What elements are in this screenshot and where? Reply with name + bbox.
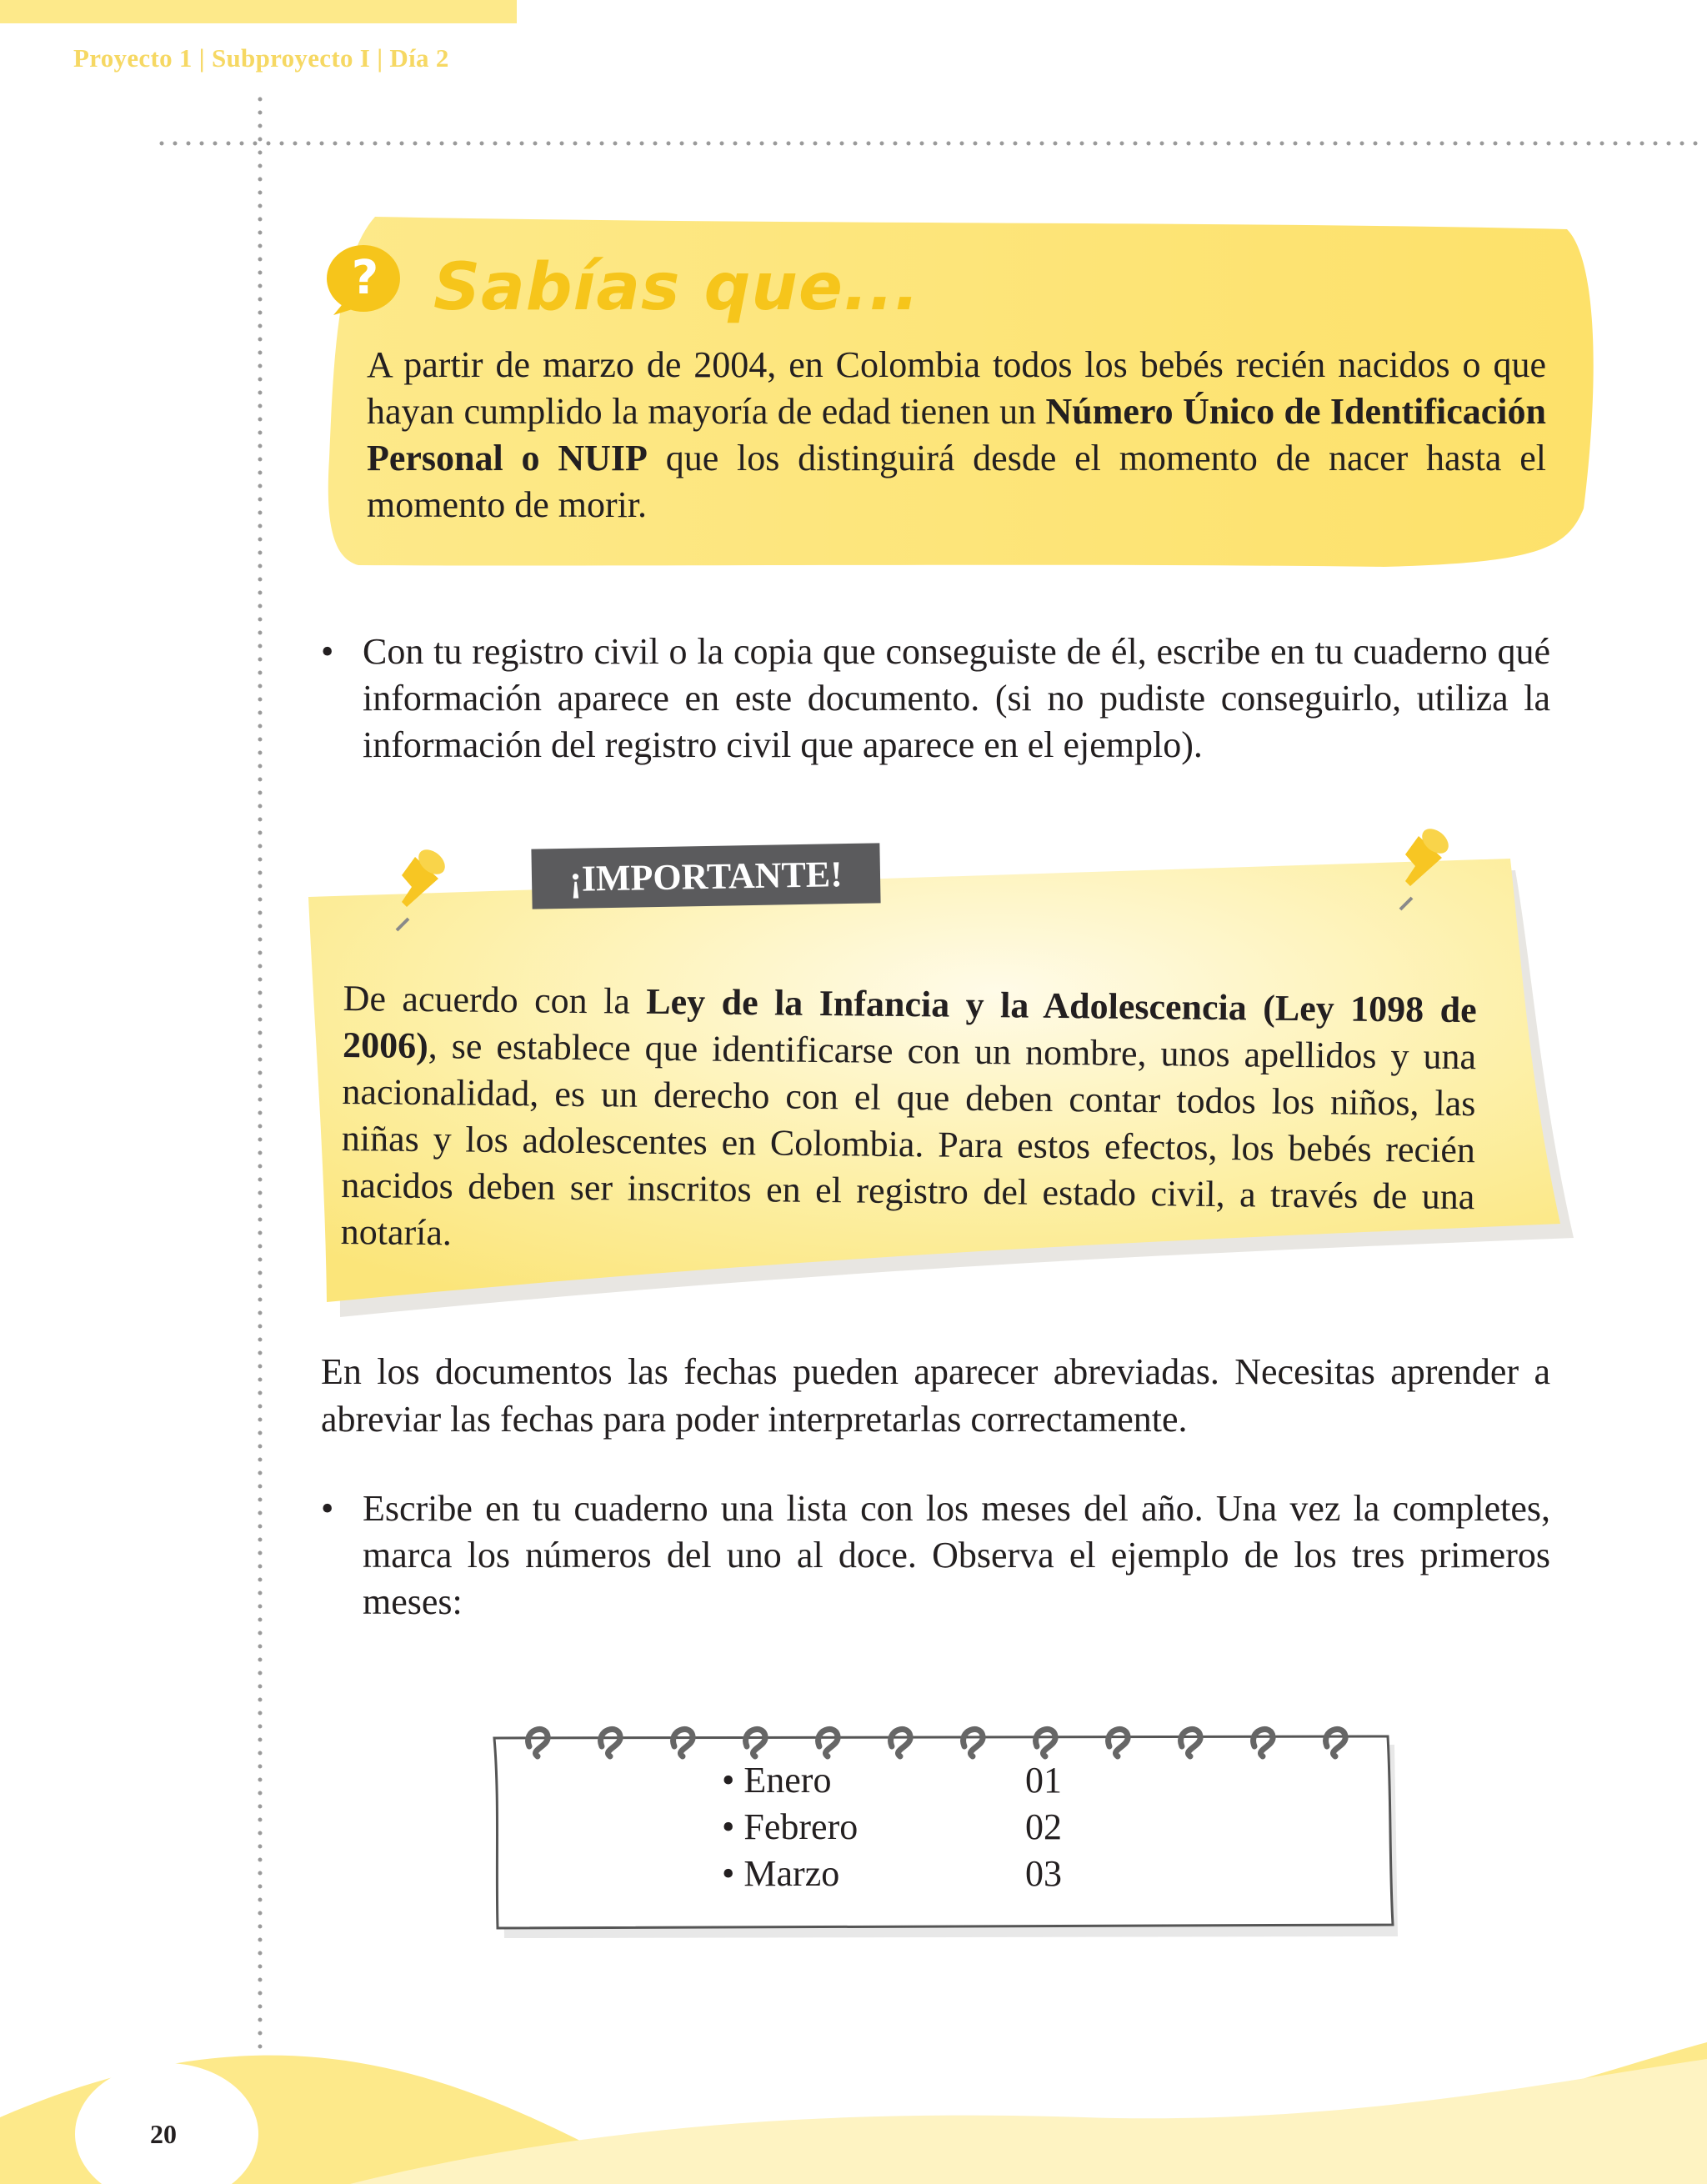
importante-label: ¡IMPORTANTE! <box>531 843 880 909</box>
month-name: • Enero <box>722 1760 832 1801</box>
instruction-bullet-1 <box>321 629 1550 769</box>
dotted-divider-horizontal <box>158 140 1707 147</box>
month-name: • Febrero <box>722 1806 859 1847</box>
pushpin-icon <box>390 842 457 934</box>
sabias-que-title: Sabías que... <box>433 250 920 325</box>
instruction-text: Con tu registro civil o la copia que conseguiste de él, escribe en tu cuaderno qué información aparece en este documento. (si no pudiste conseguirlo, utiliza la información del registro civil que aparece en el ejemplo). <box>363 631 1550 765</box>
month-number: 01 <box>1025 1760 1062 1801</box>
month-row <box>722 1804 1062 1851</box>
pushpin-icon <box>1394 821 1460 913</box>
bullet-marker: • <box>321 631 334 672</box>
dates-paragraph: En los documentos las fechas pueden aparecer abreviadas. Necesitas aprender a abreviar las fechas para poder interpretarlas correctamente. <box>321 1351 1550 1440</box>
dotted-divider-vertical <box>257 96 263 2063</box>
question-icon <box>325 242 407 317</box>
month-number: 02 <box>1025 1806 1062 1847</box>
svg-text:?: ? <box>351 251 379 305</box>
page-number: 20 <box>150 2119 177 2149</box>
importante-text: De acuerdo con la Ley de la Infancia y la Adolescencia (Ley 1098 de 2006), se establece que identificarse con un nombre, unos apellidos y una nacionalidad, es un derecho con el que deben contar todos los niños, las niñas y los adolescentes en Colombia. Para estos efectos, los bebés recién nacidos deben ser inscritos en el registro del estado civil, a través de una notaría. <box>340 977 1477 1254</box>
month-number: 03 <box>1025 1853 1062 1894</box>
month-name: • Marzo <box>722 1853 840 1894</box>
instruction-text: Escribe en tu cuaderno una lista con los meses del año. Una vez la completes, marca los números del uno al doce. Observa el ejemplo de los tres primeros meses: <box>363 1488 1550 1622</box>
month-row <box>722 1757 1062 1804</box>
sabias-que-text: A partir de marzo de 2004, en Colombia todos los bebés recién nacidos o que hayan cumplido la mayoría de edad tienen un Número Único de Identificación Personal o NUIP que los distinguirá desde el momento de nacer hasta el momento de morir. <box>367 344 1546 525</box>
bullet-marker: • <box>321 1488 334 1529</box>
footer-wave <box>0 2026 1707 2184</box>
breadcrumb: Proyecto 1 | Subproyecto I | Día 2 <box>73 43 449 73</box>
instruction-bullet-2 <box>321 1485 1550 1625</box>
months-list <box>722 1757 1062 1897</box>
top-accent-bar <box>0 0 517 23</box>
month-row <box>722 1851 1062 1897</box>
